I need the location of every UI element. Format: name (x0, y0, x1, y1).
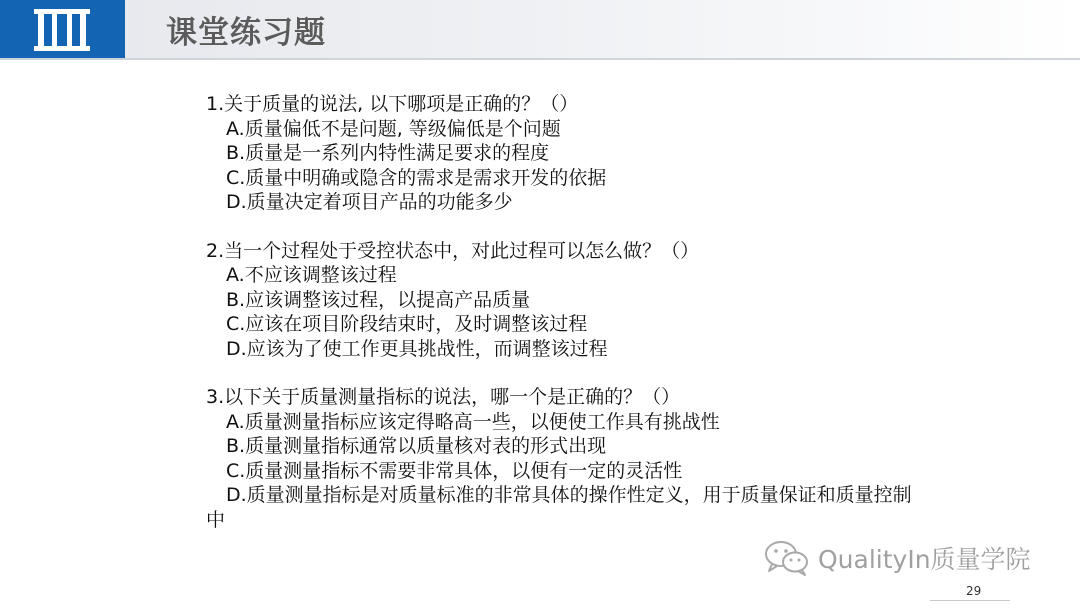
page-number: 29 (966, 584, 982, 598)
option-a: A.不应该调整该过程 (226, 264, 397, 286)
watermark-text: QualityIn质量学院 (818, 545, 1031, 574)
option-a: A.质量测量指标应该定得略高一些，以便使工作具有挑战性 (226, 410, 720, 433)
option-c: C.应该在项目阶段结束时，及时调整该过程 (226, 313, 588, 335)
option-d: D.质量决定着项目产品的功能多少 (226, 191, 513, 213)
question-text: 3.以下关于质量测量指标的说法，哪一个是正确的？（） (206, 386, 681, 408)
question-1 (206, 92, 966, 215)
option-c: C.质量中明确或隐含的需求是需求开发的依据 (226, 166, 607, 189)
question-3 (206, 385, 966, 532)
question-text: 2.当一个过程处于受控状态中，对此过程可以怎么做？（） (206, 239, 700, 262)
header-divider (0, 58, 1080, 60)
option-b: B.应该调整该过程，以提高产品质量 (226, 288, 531, 311)
option-b: B.质量是一系列内特性满足要求的程度 (226, 142, 550, 164)
question-2 (206, 239, 966, 362)
page-number-divider (930, 600, 1010, 601)
slide-header (0, 0, 1080, 60)
option-d: D.质量测量指标是对质量标准的非常具体的操作性定义，用于质量保证和质量控制中 (206, 484, 912, 531)
watermark (764, 538, 1031, 578)
question-list (206, 92, 966, 532)
page-title: 课堂练习题 (166, 15, 326, 51)
option-a: A.质量偏低不是问题, 等级偏低是个问题 (226, 117, 561, 140)
option-d: D.应该为了使工作更具挑战性，而调整该过程 (226, 337, 608, 360)
wechat-icon (764, 540, 810, 576)
option-c: C.质量测量指标不需要非常具体，以便有一定的灵活性 (226, 459, 683, 482)
option-b: B.质量测量指标通常以质量核对表的形式出现 (226, 435, 607, 457)
building-logo-icon (34, 9, 90, 51)
logo (0, 0, 125, 60)
question-text: 1.关于质量的说法, 以下哪项是正确的？（） (206, 93, 579, 115)
